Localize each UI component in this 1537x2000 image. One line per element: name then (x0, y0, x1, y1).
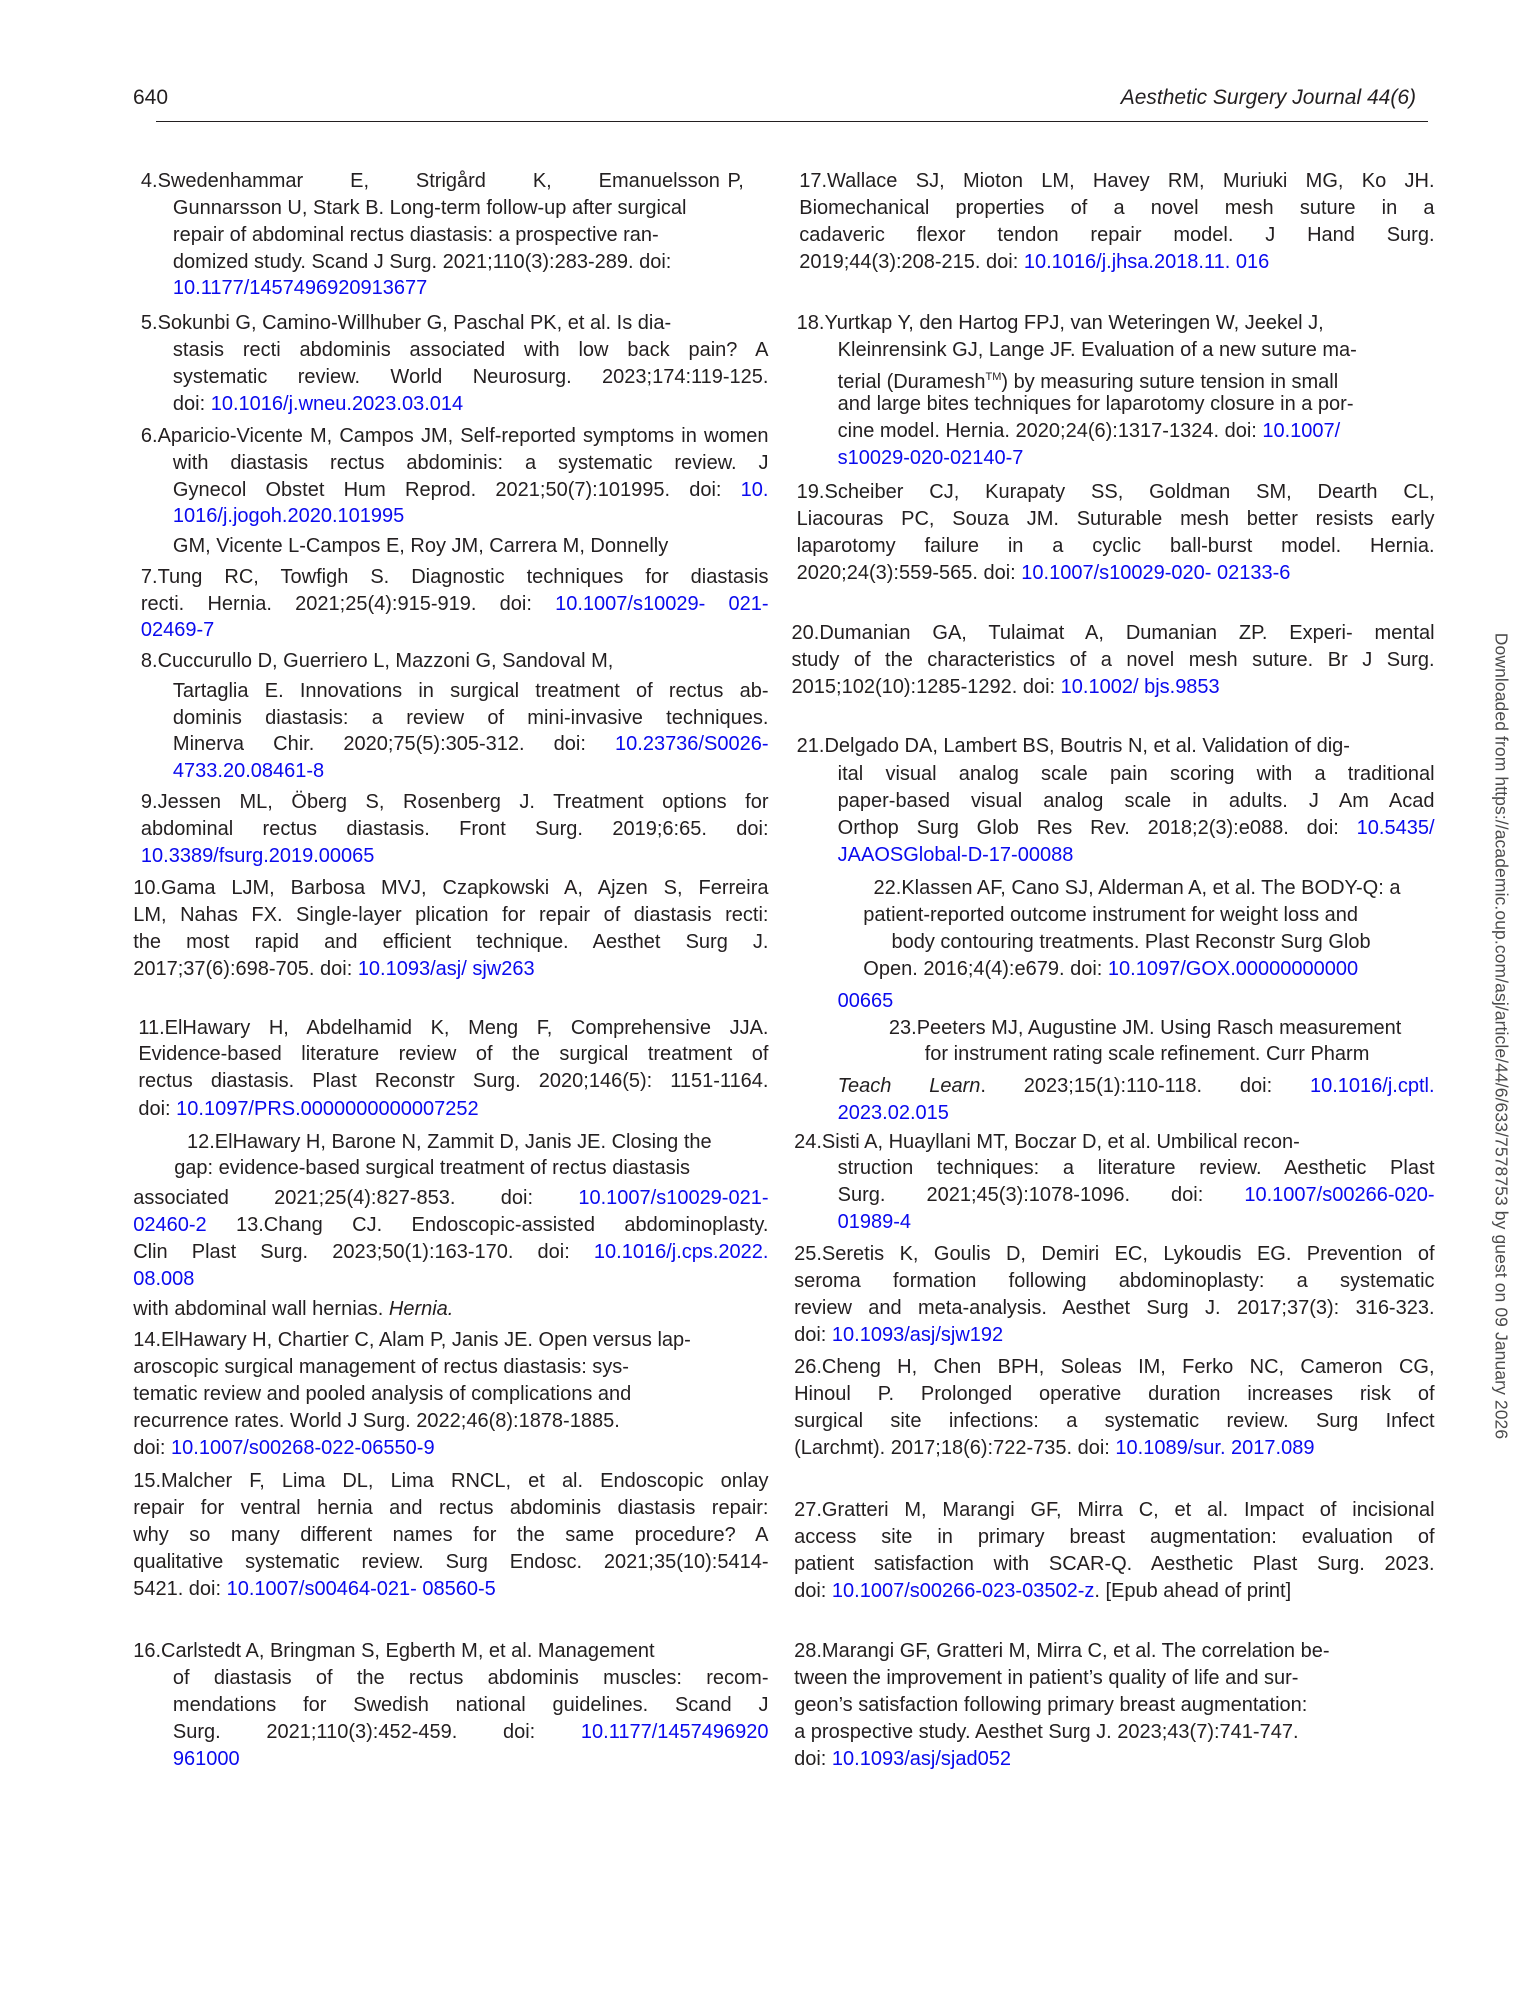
reference-line (173, 705, 769, 731)
doi-link[interactable]: 10.1007/s10029-020- 02133-6 (1021, 561, 1291, 584)
reference-line (133, 1549, 768, 1575)
reference-text: doi: (794, 1323, 832, 1346)
reference-line (797, 560, 1291, 586)
reference-text: 20.Dumanian GA, Tulaimat A, Dumanian ZP. Experi- mental (791, 622, 1435, 644)
reference-text: repair of abdominal rectus diastasis: a prospective ran- (172, 223, 659, 246)
doi-link[interactable]: 10.1007/s00266-023-03502-z (831, 1580, 1095, 1603)
reference-line (173, 731, 769, 757)
reference-text: 2017;37(6):698-705. doi: (133, 957, 358, 980)
reference-line (794, 1268, 1434, 1294)
reference-line (874, 875, 1401, 901)
reference-line (173, 1719, 769, 1745)
doi-link[interactable]: 4733.20.08461-8 (172, 760, 325, 783)
reference-line (133, 1468, 768, 1494)
reference-text: dominis diastasis: a review of mini-invasive techniques. (172, 706, 769, 729)
reference-line (133, 1327, 691, 1353)
reference-line (863, 956, 1358, 982)
reference-line (792, 620, 1435, 646)
doi-link[interactable]: 10.1093/asj/sjw192 (831, 1323, 1004, 1346)
reference-text: recurrence rates. World J Surg. 2022;46(8):1878-1885. (133, 1409, 620, 1432)
reference-line (799, 249, 1269, 275)
reference-line (138, 1096, 478, 1122)
reference-line (794, 1638, 1329, 1664)
reference-line (797, 533, 1435, 559)
reference-line (794, 1746, 1011, 1772)
reference-text: paper-based visual analog scale in adults. J Am Acad (837, 789, 1435, 812)
reference-text: tween the improvement in patient’s quality of life and sur- (794, 1667, 1299, 1690)
reference-line (792, 674, 1220, 700)
reference-text: Kleinrensink GJ, Lange JF. Evaluation of a new suture ma- (837, 338, 1357, 361)
reference-line (173, 1665, 769, 1691)
reference-line (794, 1551, 1434, 1577)
reference-text: Surg. 2021;45(3):1078-1096. doi: (837, 1184, 1245, 1207)
reference-line (173, 450, 769, 476)
reference-text: abdominal rectus diastasis. Front Surg. 2019;6:65. doi: (140, 817, 769, 840)
reference-line (133, 1522, 768, 1548)
reference-line (792, 647, 1435, 673)
reference-text: 10.Gama LJM, Barbosa MVJ, Czapkowski A, Ajzen S, Ferreira (133, 876, 769, 899)
reference-text: doi: (794, 1747, 832, 1770)
reference-line (794, 1578, 1291, 1604)
reference-line (838, 418, 1341, 444)
trademark-superscript: TM (985, 370, 1002, 383)
reference-line (794, 1241, 1434, 1267)
reference-text: 24.Sisti A, Huayllani MT, Boczar D, et al. Umbilical recon- (794, 1130, 1300, 1153)
reference-text: 8.Cuccurullo D, Guerriero L, Mazzoni G, Sandoval M, (140, 650, 614, 673)
reference-text: (Larchmt). 2017;18(6):722-735. doi: (794, 1436, 1116, 1459)
reference-line (141, 843, 375, 869)
reference-text: 4.Swedenhammar E, Strigård K, Emanuelsson (140, 169, 720, 192)
reference-line (173, 1692, 769, 1718)
reference-line (133, 929, 768, 955)
header-rule (156, 121, 1428, 122)
reference-line (889, 1015, 1401, 1041)
doi-link[interactable]: 10.3389/fsurg.2019.00065 (140, 844, 375, 867)
reference-line (799, 222, 1434, 248)
reference-line (141, 617, 214, 643)
reference-text: surgical site infections: a systematic review. Surg Infect (794, 1409, 1435, 1432)
reference-line (794, 1408, 1434, 1434)
reference-text: LM, Nahas FX. Single-layer plication for repair of diastasis recti: (133, 903, 769, 926)
page-number: 640 (133, 86, 169, 109)
reference-text: 28.Marangi GF, Gratteri M, Mirra C, et al. The correlation be- (794, 1640, 1330, 1663)
doi-link[interactable]: s10029-020-02140-7 (837, 446, 1024, 469)
reference-text: 9.Jessen ML, Öberg S, Rosenberg J. Treatment options for (140, 791, 769, 814)
reference-line (838, 788, 1435, 814)
reference-text: and large bites techniques for laparotomy closure in a por- (837, 392, 1354, 415)
reference-text: the most rapid and efficient technique. Aesthet Surg J. (133, 930, 769, 953)
reference-line (141, 816, 769, 842)
reference-line (133, 1212, 768, 1238)
reference-text: doi: (172, 392, 211, 415)
reference-line (799, 168, 1434, 194)
reference-line (794, 1435, 1314, 1461)
reference-line (138, 1015, 768, 1041)
reference-text: patient satisfaction with SCAR-Q. Aesthetic Plast Surg. 2023. (794, 1553, 1435, 1576)
reference-text: Gunnarsson U, Stark B. Long-term follow-up after surgical (172, 196, 687, 219)
reference-line (794, 1524, 1434, 1550)
doi-link[interactable]: 10.23736/S0026- (615, 733, 769, 756)
reference-line (133, 1435, 434, 1461)
reference-line (173, 758, 324, 784)
reference-line (133, 1638, 654, 1664)
reference-line (141, 310, 671, 336)
reference-line (138, 1068, 768, 1094)
doi-link[interactable]: 10.1007/s00268-022-06550-9 (171, 1436, 435, 1459)
reference-text: Biomechanical properties of a novel mesh suture in a (799, 196, 1435, 219)
doi-link[interactable]: 10. (740, 478, 769, 501)
reference-line (133, 1408, 620, 1434)
reference-line (891, 929, 1370, 955)
reference-text: associated 2021;25(4):827-853. doi: (133, 1186, 579, 1209)
reference-text: 25.Seretis K, Goulis D, Demiri EC, Lykoudis EG. Prevention of (794, 1243, 1435, 1266)
reference-text: doi: (133, 1436, 172, 1459)
reference-line (838, 1100, 949, 1126)
reference-line (141, 564, 769, 590)
reference-text: for instrument rating scale refinement. Curr Pharm (924, 1043, 1370, 1066)
reference-line (797, 733, 1350, 759)
reference-text: domized study. Scand J Surg. 2021;110(3):283-289. doi: (172, 250, 672, 273)
reference-text: Surg. 2021;110(3):452-459. doi: (172, 1720, 581, 1743)
doi-link[interactable]: 10.1007/s00464-021- 08560-5 (226, 1577, 496, 1600)
reference-text: qualitative systematic review. Surg Endosc. 2021;35(10):5414- (133, 1550, 769, 1573)
doi-link[interactable]: 00665 (837, 989, 894, 1012)
reference-line (799, 195, 1434, 221)
reference-text: 21.Delgado DA, Lambert BS, Boutris N, et al. Validation of dig- (796, 734, 1350, 757)
doi-link[interactable]: 10.1007/s10029- 021- (555, 592, 769, 615)
reference-line (141, 423, 769, 449)
reference-text: systematic review. World Neurosurg. 2023;174:119-125. (172, 365, 769, 388)
reference-line (133, 902, 768, 928)
reference-line (797, 310, 1324, 336)
reference-text: 7.Tung RC, Towfigh S. Diagnostic techniques for diastasis (140, 565, 769, 588)
reference-line (794, 1692, 1307, 1718)
reference-line (838, 988, 894, 1014)
reference-text: review and meta-analysis. Aesthet Surg J. 2017;37(3): 316-323. (794, 1297, 1435, 1319)
reference-line (838, 337, 1357, 363)
reference-text: aroscopic surgical management of rectus diastasis: sys- (133, 1355, 629, 1378)
reference-line (838, 761, 1435, 787)
doi-link[interactable]: 10.1097/GOX.00000000000 (1107, 957, 1359, 980)
reference-line (133, 1576, 496, 1602)
reference-text: 18.Yurtkap Y, den Hartog FPJ, van Weteringen W, Jeekel J, (796, 312, 1324, 335)
reference-line (838, 815, 1435, 841)
reference-text: laparotomy failure in a cyclic ball-burst model. Hernia. (796, 534, 1435, 557)
doi-link[interactable]: 10.1089/sur. 2017.089 (1115, 1436, 1315, 1459)
reference-text: 13.Chang CJ. Endoscopic-assisted abdominoplasty. (206, 1213, 769, 1236)
reference-line (173, 678, 769, 704)
doi-link[interactable]: 2023.02.015 (837, 1102, 949, 1125)
reference-line (173, 503, 404, 529)
reference-text: . [Epub ahead of print] (1094, 1580, 1292, 1603)
reference-line (133, 1266, 194, 1292)
reference-text: 2019;44(3):208-215. doi: (799, 250, 1024, 273)
reference-line (133, 1381, 631, 1407)
doi-link[interactable]: 10.1093/asj/ sjw263 (357, 957, 535, 980)
reference-text: Gynecol Obstet Hum Reprod. 2021;50(7):101995. doi: (172, 478, 741, 501)
reference-text: rectus diastasis. Plast Reconstr Surg. 2020;146(5): 1151-1164. (138, 1070, 769, 1093)
reference-text: 23.Peeters MJ, Augustine JM. Using Rasch measurement (888, 1016, 1402, 1039)
reference-text: ) by measuring suture tension in small (1001, 370, 1339, 393)
reference-line (173, 195, 687, 221)
reference-text: study of the characteristics of a novel mesh suture. Br J Surg. (791, 648, 1435, 671)
reference-text: a prospective study. Aesthet Surg J. 2023;43(7):741-747. (794, 1720, 1299, 1743)
reference-text: tematic review and pooled analysis of complications and (133, 1382, 632, 1405)
reference-line (728, 168, 744, 194)
reference-text: 5.Sokunbi G, Camino-Willhuber G, Paschal PK, et al. Is dia- (140, 312, 672, 335)
reference-text: GM, Vicente L-Campos E, Roy JM, Carrera M, Donnelly (172, 534, 669, 557)
reference-text: 16.Carlstedt A, Bringman S, Egberth M, et al. Management (133, 1640, 655, 1663)
doi-link[interactable]: 10.1016/j.jhsa.2018.11. 016 (1023, 250, 1270, 273)
doi-link[interactable]: JAAOSGlobal-D-17-00088 (837, 843, 1074, 866)
doi-link[interactable]: 10.1177/1457496920913677 (172, 277, 428, 300)
reference-text: 17.Wallace SJ, Mioton LM, Havey RM, Muriuki MG, Ko JH. (799, 169, 1435, 192)
doi-link[interactable]: 10.1177/1457496920 (580, 1720, 769, 1743)
reference-text: with diastasis rectus abdominis: a systematic review. J (172, 451, 769, 474)
reference-line (794, 1354, 1434, 1380)
reference-line (133, 875, 768, 901)
reference-text: 26.Cheng H, Chen BPH, Soleas IM, Ferko NC, Cameron CG, (794, 1355, 1435, 1378)
reference-line (794, 1497, 1434, 1523)
doi-link[interactable]: 10.1093/asj/sjad052 (831, 1747, 1011, 1770)
reference-text: Orthop Surg Glob Res Rev. 2018;2(3):e088. doi: (837, 816, 1357, 839)
reference-line (173, 364, 769, 390)
doi-link[interactable]: 10.1016/j.cptl. (1309, 1075, 1435, 1098)
reference-line (838, 1155, 1435, 1181)
reference-line (794, 1719, 1298, 1745)
reference-line (837, 364, 1339, 393)
reference-line (173, 222, 659, 248)
reference-line (133, 1185, 768, 1211)
reference-text: geon’s satisfaction following primary breast augmentation: (794, 1694, 1308, 1717)
reference-line (133, 1354, 629, 1380)
doi-link[interactable]: 1016/j.jogoh.2020.101995 (172, 505, 405, 528)
reference-line (173, 477, 769, 503)
reference-line (863, 902, 1358, 928)
doi-link[interactable]: 10.1016/j.cps.2022. (593, 1240, 769, 1263)
reference-text: recti. Hernia. 2021;25(4):915-919. doi: (140, 592, 556, 615)
reference-text: Tartaglia E. Innovations in surgical treatment of rectus ab- (172, 679, 769, 702)
reference-text: doi: (794, 1580, 832, 1603)
reference-text: access site in primary breast augmentation: evaluation of (794, 1526, 1435, 1549)
reference-line (173, 1746, 240, 1772)
reference-line (173, 337, 769, 363)
reference-line (838, 1182, 1435, 1208)
reference-line (133, 1495, 768, 1521)
reference-line (133, 1239, 768, 1265)
reference-line (173, 275, 427, 301)
reference-text: Liacouras PC, Souza JM. Suturable mesh better resists early (796, 508, 1435, 531)
doi-link[interactable]: 10.1097/PRS.0000000000007252 (176, 1098, 479, 1121)
reference-text: mendations for Swedish national guidelines. Scand J (172, 1694, 769, 1717)
reference-line (797, 506, 1435, 532)
journal-title-italic: Teach Learn (837, 1075, 981, 1098)
reference-line (141, 591, 769, 617)
reference-text: 2015;102(10):1285-1292. doi: (791, 675, 1061, 698)
reference-line (925, 1041, 1370, 1067)
reference-text: terial (Duramesh (837, 370, 986, 393)
reference-text: Clin Plast Surg. 2023;50(1):163-170. doi: (133, 1240, 594, 1263)
doi-link[interactable]: 10.1002/ bjs.9853 (1060, 675, 1220, 698)
reference-line (138, 1041, 768, 1067)
reference-text: 27.Gratteri M, Marangi GF, Mirra C, et al. Impact of incisional (794, 1499, 1435, 1522)
reference-line (187, 1129, 712, 1155)
reference-line (141, 168, 720, 194)
doi-link[interactable]: 08.008 (133, 1267, 195, 1290)
doi-link[interactable]: 10.5435/ (1356, 816, 1435, 839)
reference-text: 11.ElHawary H, Abdelhamid K, Meng F, Comprehensive JJA. (138, 1016, 769, 1039)
download-watermark: Downloaded from https://academic.oup.com/asj/article/44/6/633/7578753 by guest on 09 January 2026 (1491, 632, 1512, 1440)
reference-line (173, 391, 463, 417)
reference-text: 19.Scheiber CJ, Kurapaty SS, Goldman SM, Dearth CL, (796, 481, 1435, 504)
reference-text: seroma formation following abdominoplasty: a systematic (794, 1270, 1435, 1293)
reference-text: doi: (138, 1098, 177, 1121)
reference-line (794, 1665, 1298, 1691)
reference-line (794, 1295, 1434, 1321)
reference-text: ital visual analog scale pain scoring with a traditional (837, 762, 1435, 785)
reference-text: 2020;24(3):559-565. doi: (796, 561, 1022, 584)
reference-line (173, 249, 671, 275)
reference-text: P, (727, 169, 744, 192)
reference-text: 14.ElHawary H, Chartier C, Alam P, Janis JE. Open versus lap- (133, 1329, 691, 1352)
doi-link[interactable]: 961000 (172, 1747, 240, 1770)
reference-text: . 2023;15(1):110-118. doi: (980, 1075, 1310, 1098)
reference-text: of diastasis of the rectus abdominis muscles: recom- (172, 1667, 769, 1690)
reference-text: struction techniques: a literature review. Aesthetic Plast (837, 1157, 1435, 1180)
journal-title-italic: Hernia. (388, 1298, 454, 1321)
reference-line (141, 789, 769, 815)
reference-text: patient-reported outcome instrument for weight loss and (863, 903, 1358, 926)
reference-line (794, 1381, 1434, 1407)
reference-text: Open. 2016;4(4):e679. doi: (863, 957, 1108, 980)
reference-line (838, 445, 1024, 471)
reference-text: 22.Klassen AF, Cano SJ, Alderman A, et al. The BODY-Q: a (873, 876, 1401, 899)
reference-line (133, 1296, 453, 1322)
reference-line (797, 479, 1435, 505)
reference-text: stasis recti abdominis associated with low back pain? A (172, 338, 769, 361)
reference-text: cine model. Hernia. 2020;24(6):1317-1324. doi: (837, 419, 1263, 442)
reference-line (838, 842, 1074, 868)
reference-text: 12.ElHawary H, Barone N, Zammit D, Janis JE. Closing the (187, 1130, 712, 1153)
reference-line (838, 391, 1354, 417)
reference-line (794, 1322, 1003, 1348)
reference-text: why so many different names for the same procedure? A (133, 1523, 769, 1546)
reference-text: body contouring treatments. Plast Reconstr Surg Glob (891, 930, 1371, 953)
reference-text: Minerva Chir. 2020;75(5):305-312. doi: (172, 733, 616, 756)
doi-link[interactable]: 10.1007/s00266-020- (1244, 1184, 1435, 1207)
reference-line (838, 1073, 1435, 1099)
reference-text: Evidence-based literature review of the surgical treatment of (138, 1043, 769, 1066)
reference-text: 6.Aparicio-Vicente M, Campos JM, Self-reported symptoms in women (140, 424, 769, 447)
reference-text: 15.Malcher F, Lima DL, Lima RNCL, et al. Endoscopic onlay (133, 1469, 769, 1492)
doi-link[interactable]: 01989-4 (837, 1211, 912, 1234)
reference-line (133, 956, 534, 982)
doi-link[interactable]: 02460-2 (133, 1213, 207, 1236)
reference-text: repair for ventral hernia and rectus abdominis diastasis repair: (133, 1496, 769, 1519)
doi-link[interactable]: 10.1007/s10029-021- (578, 1186, 769, 1209)
running-head-journal: Aesthetic Surgery Journal 44(6) (1120, 86, 1416, 109)
doi-link[interactable]: 10.1016/j.wneu.2023.03.014 (210, 392, 464, 415)
reference-text: with abdominal wall hernias. (133, 1298, 389, 1321)
reference-line (838, 1209, 911, 1235)
reference-line (141, 648, 613, 674)
doi-link[interactable]: 02469-7 (140, 619, 215, 642)
doi-link[interactable]: 10.1007/ (1262, 419, 1341, 442)
reference-text: cadaveric flexor tendon repair model. J Hand Surg. (799, 223, 1435, 246)
reference-text: 5421. doi: (133, 1577, 227, 1600)
reference-line (794, 1129, 1300, 1155)
reference-text: gap: evidence-based surgical treatment of rectus diastasis (174, 1157, 691, 1180)
reference-line (174, 1155, 690, 1181)
reference-line (173, 533, 668, 559)
reference-text: Hinoul P. Prolonged operative duration increases risk of (794, 1382, 1435, 1405)
